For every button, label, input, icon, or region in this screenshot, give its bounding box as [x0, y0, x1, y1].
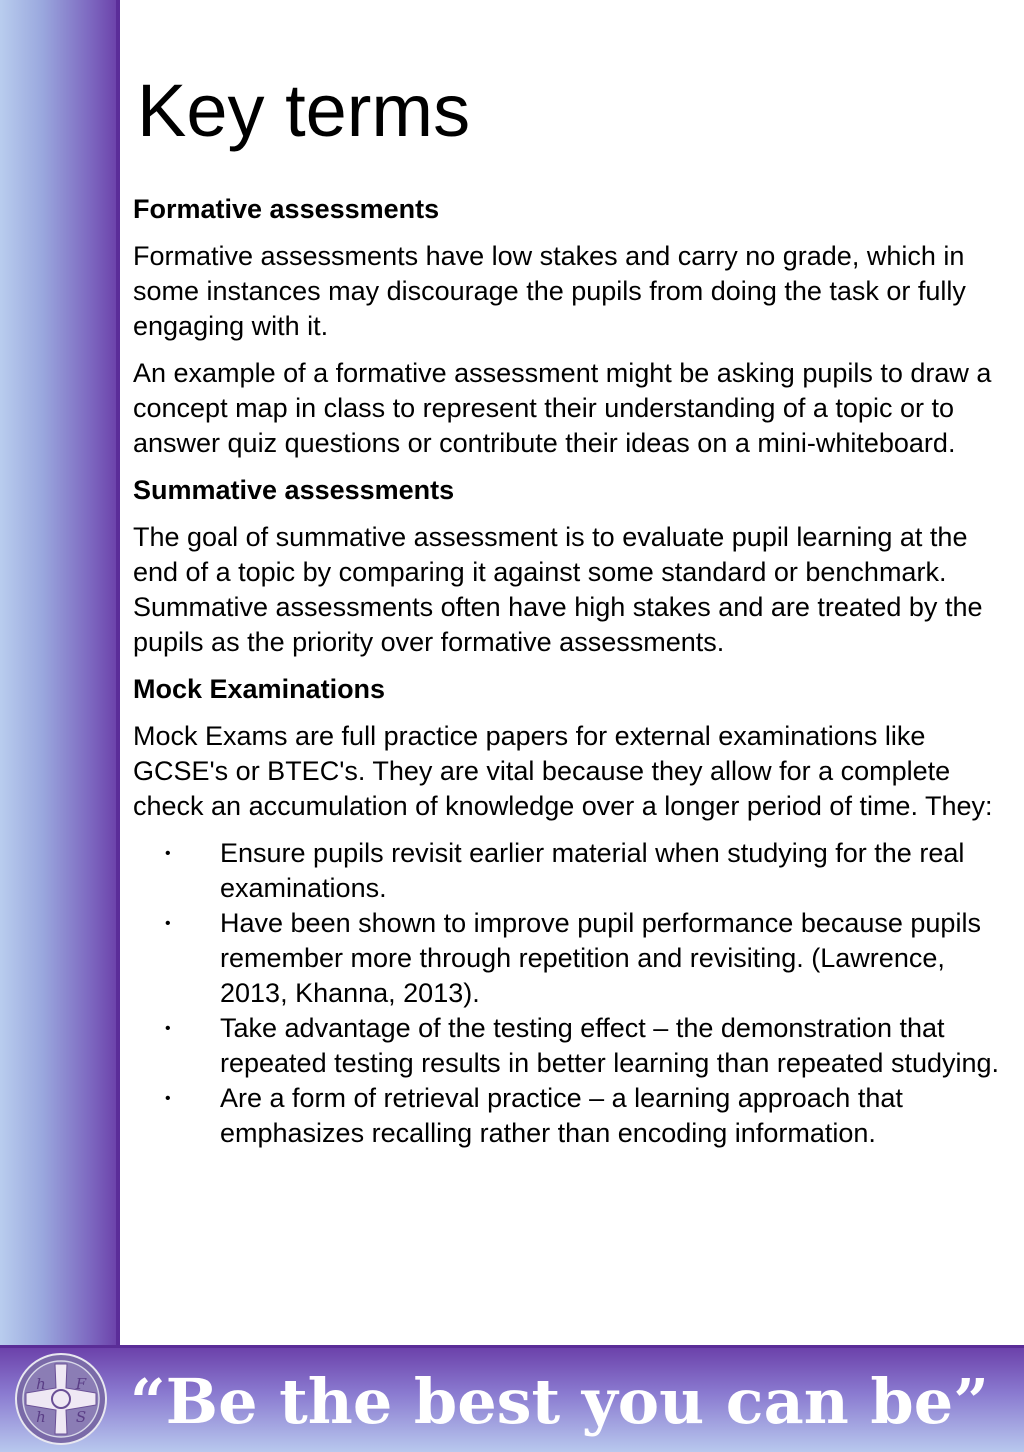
bullet-text: Are a form of retrieval practice – a learning approach that emphasizes recalling rather than encoding information.: [220, 1083, 903, 1148]
list-item: [133, 906, 1003, 1011]
bullet-text: Have been shown to improve pupil performance because pupils remember more through repetition and revisiting. (Lawrence, 2013, Khanna, 2013).: [220, 908, 981, 1008]
crest-letter-3: h: [36, 1408, 46, 1426]
list-item: [133, 836, 1003, 906]
crest-letter-4: S: [75, 1408, 87, 1426]
bullet-text: Ensure pupils revisit earlier material when studying for the real examinations.: [220, 838, 965, 903]
page-title: Key terms: [137, 69, 471, 152]
crest-letter-1: h: [36, 1375, 46, 1393]
bullet-icon: •: [165, 1020, 171, 1037]
main-content: [133, 192, 1003, 1151]
mock-paragraph-1: Mock Exams are full practice papers for external examinations like GCSE's or BTEC's. They are vital because they allow for a complete check an accumulation of knowledge over a longer period of time. They:: [133, 721, 993, 821]
school-crest-icon: [14, 1352, 108, 1446]
formative-heading: Formative assessments: [133, 194, 440, 224]
list-item: [133, 1081, 1003, 1151]
bullet-icon: •: [165, 915, 171, 932]
bullet-text: Take advantage of the testing effect – the demonstration that repeated testing results in better learning than repeated studying.: [220, 1013, 1000, 1078]
summative-paragraph-1: The goal of summative assessment is to evaluate pupil learning at the end of a topic by comparing it against some standard or benchmark. Summative assessments often have high stakes and are treated by the pupils as the priority over formative assessments.: [133, 522, 983, 657]
summative-heading: Summative assessments: [133, 475, 455, 505]
list-item: [133, 1011, 1003, 1081]
crest-letter-2: F: [75, 1375, 87, 1393]
formative-paragraph-1: Formative assessments have low stakes and carry no grade, which in some instances may discourage the pupils from doing the task or fully engaging with it.: [133, 241, 966, 341]
bullet-icon: •: [165, 1090, 171, 1107]
mock-bullet-list: [133, 836, 1003, 1151]
footer-motto: “Be the best you can be”: [130, 1365, 989, 1438]
mock-heading: Mock Examinations: [133, 674, 386, 704]
side-decoration-bar: [0, 0, 120, 1345]
bullet-icon: •: [165, 845, 171, 862]
formative-paragraph-2: An example of a formative assessment might be asking pupils to draw a concept map in class to represent their understanding of a topic or to answer quiz questions or contribute their ideas on a mini-whiteboard.: [133, 358, 992, 458]
